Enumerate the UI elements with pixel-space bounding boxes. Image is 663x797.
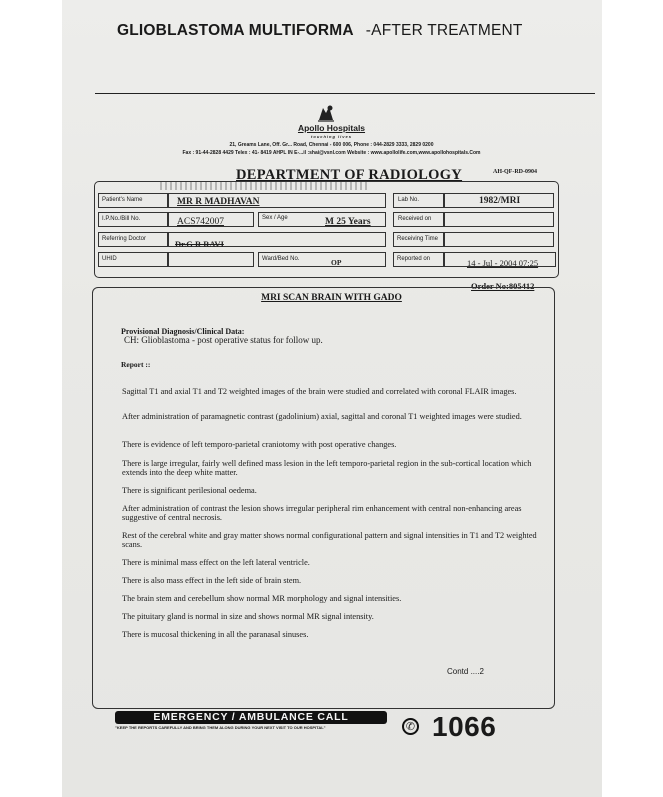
report-label: Report :: xyxy=(121,360,151,369)
hospital-tagline: touching lives xyxy=(311,134,352,139)
uhid-label: UHID xyxy=(102,256,117,262)
reported-on-cell xyxy=(444,252,556,267)
report-paragraph: After administration of paramagnetic contrast (gadolinium) axial, sagittal and coronal T1 weighted images were studied. xyxy=(122,412,522,421)
receiving-time-label-cell xyxy=(393,232,444,247)
hospital-contact: Fax : 91-44-2828 4429 Telex : 41- 8419 AHPL IN E-...il :shai@vsnl.com Website : www.apollolife.com,www.apollohospitals.Com xyxy=(182,150,481,156)
patient-name-label-cell xyxy=(98,193,168,208)
continued-note: Contd ....2 xyxy=(447,667,484,676)
report-box xyxy=(92,287,555,709)
lab-no-cell xyxy=(444,193,554,208)
reported-on-value: 14 - Jul - 2004 07:25 xyxy=(467,258,539,268)
report-paragraph: Rest of the cerebral white and gray matter shows normal configurational pattern and signal intensities in T1 and T2 weighted scans. xyxy=(122,531,537,549)
lab-no-label-cell xyxy=(393,193,444,208)
sex-age-cell xyxy=(258,212,386,227)
patient-name-label: Patient's Name xyxy=(102,197,143,203)
divider-line xyxy=(95,93,595,94)
report-paragraph: There is mucosal thickening in all the paranasal sinuses. xyxy=(122,630,309,639)
report-paragraph: Sagittal T1 and axial T1 and T2 weighted images of the brain were studied and correlated with coronal FLAIR images. xyxy=(122,387,517,396)
sex-age-label: Sex / Age xyxy=(262,215,288,221)
reported-on-label-cell xyxy=(393,252,444,267)
uhid-cell xyxy=(168,252,254,267)
report-paragraph: The pituitary gland is normal in size and shows normal MR signal intensity. xyxy=(122,612,374,621)
report-paragraph: There is significant perilesional oedema. xyxy=(122,486,257,495)
receiving-time-label: Receiving Time xyxy=(397,236,439,242)
lab-no-value: 1982/MRI xyxy=(479,196,521,206)
provisional-diagnosis-label: Provisional Diagnosis/Clinical Data: xyxy=(121,327,245,336)
reported-on-label: Reported on xyxy=(397,256,431,262)
ward-value: OP xyxy=(331,258,342,267)
sex-age-value: M 25 Years xyxy=(325,217,371,227)
apollo-logo-icon xyxy=(316,104,336,122)
patient-name-cell xyxy=(168,193,386,208)
ip-no-value: ACS742007 xyxy=(177,217,224,227)
emergency-phone-number: 1066 xyxy=(432,711,497,742)
lab-no-label: Lab No. xyxy=(398,197,420,203)
ip-no-label-cell xyxy=(98,212,168,227)
referring-doctor-label: Referring Doctor xyxy=(102,236,147,242)
provisional-diagnosis-text: CH: Glioblastoma - post operative status for follow up. xyxy=(124,335,323,345)
referring-doctor-cell xyxy=(168,232,386,247)
uhid-label-cell xyxy=(98,252,168,267)
received-on-label: Received on xyxy=(398,216,432,222)
ward-cell xyxy=(258,252,386,267)
keep-reports-note: "KEEP THE REPORTS CAREFULLY AND BRING THEM ALONG DURING YOUR NEXT VISIT TO OUR HOSPITAL" xyxy=(115,725,326,730)
report-paragraph: The brain stem and cerebellum show normal MR morphology and signal intensities. xyxy=(122,594,402,603)
ip-no-label: I.P.No./Bill No. xyxy=(102,216,141,222)
referring-doctor-value: Dr.G R RAVI xyxy=(175,239,224,249)
report-paragraph: There is also mass effect in the left side of brain stem. xyxy=(122,576,302,585)
treatment-status: -AFTER TREATMENT xyxy=(365,22,523,39)
received-on-cell xyxy=(444,212,554,227)
emergency-banner: EMERGENCY / AMBULANCE CALL xyxy=(115,711,387,724)
ink-smudge xyxy=(160,182,370,190)
receiving-time-cell xyxy=(444,232,554,247)
hospital-address: 21, Greams Lane, Off. Gr... Road, Chennai - 600 006, Phone : 044-2829 3333, 2829 0200 xyxy=(229,142,434,148)
report-paragraph: There is minimal mass effect on the left lateral ventricle. xyxy=(122,558,310,567)
received-on-label-cell xyxy=(393,212,444,227)
report-paragraph: There is evidence of left temporo-parietal craniotomy with post operative changes. xyxy=(122,440,397,449)
order-number: Order No:805412 xyxy=(471,281,535,291)
referring-doctor-label-cell xyxy=(98,232,168,247)
ward-label: Ward/Bed No. xyxy=(262,256,300,262)
report-paragraph: There is large irregular, fairly well defined mass lesion in the left temporo-parietal region in the sub-cortical location which extends into the deep white matter. xyxy=(122,459,532,477)
phone-icon: ✆ xyxy=(402,718,419,735)
ip-no-cell xyxy=(168,212,254,227)
report-paragraph: After administration of contrast the lesion shows irregular peripheral rim enhancement with central non-enhancing areas suggestive of central necrosis. xyxy=(122,504,522,522)
patient-name-value: MR R MADHAVAN xyxy=(177,197,260,207)
form-code: AH-QF-RD-0904 xyxy=(493,169,537,175)
hospital-name: Apollo Hospitals xyxy=(297,123,366,133)
document-heading xyxy=(117,22,523,40)
department-title: DEPARTMENT OF RADIOLOGY xyxy=(236,167,463,183)
scan-title: MRI SCAN BRAIN WITH GADO xyxy=(261,293,402,303)
condition-title: GLIOBLASTOMA MULTIFORMA xyxy=(117,22,354,39)
